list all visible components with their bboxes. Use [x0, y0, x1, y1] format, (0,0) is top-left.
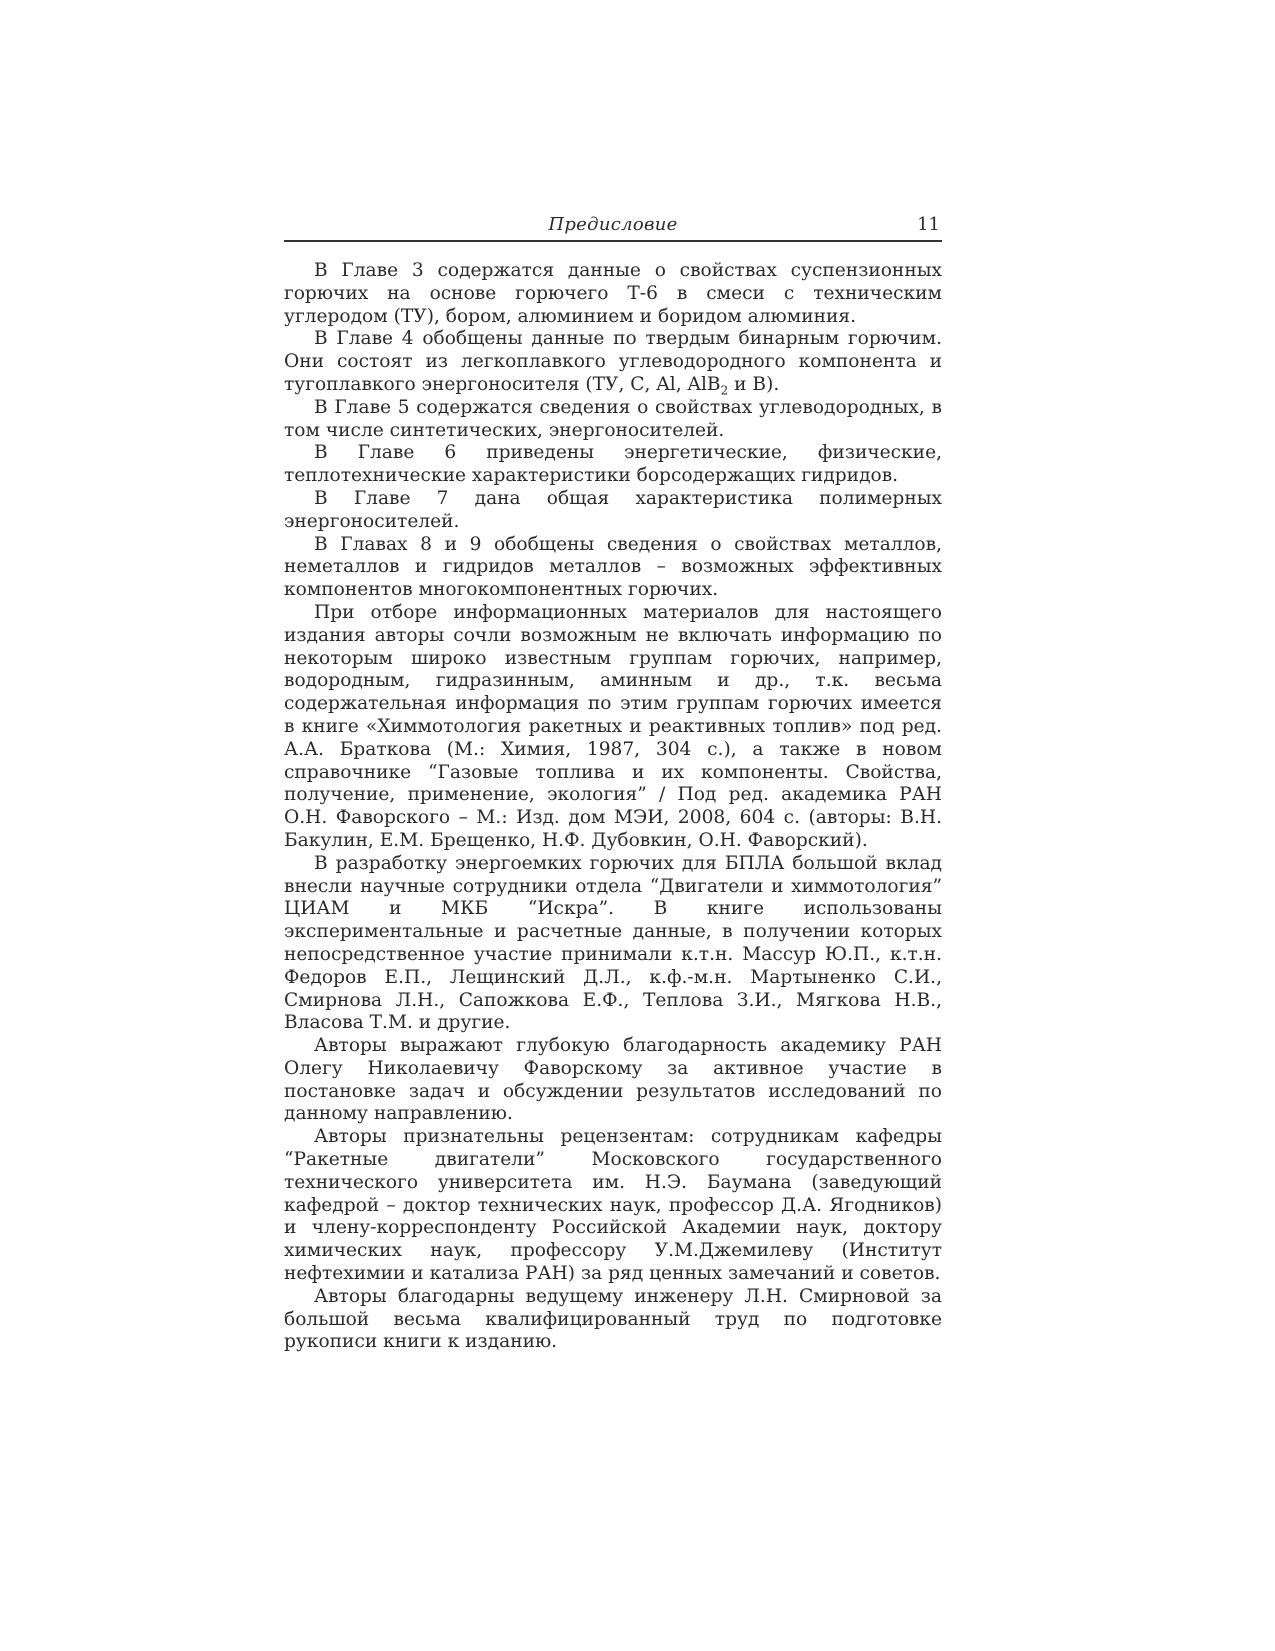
paragraph-material-selection: При отборе информационных материалов для настоящего издания авторы сочли возможным не включать информацию по некоторым широко известным группам горючих, например, водородным, гидразинным, аминным и др., т.к. весьма содержательная информация по этим группам горючих имеется в книге «Химмотология ракетных и реактивных топлив» под ред. А.А. Браткова (М.: Химия, 1987, 304 с.), а также в новом справочнике “Газовые топлива и их компоненты. Свойства, получение, применение, экология” / Под ред. академика РАН О.Н. Фаворского – М.: Изд. дом МЭИ, 2008, 604 с. (авторы: В.Н. Бакулин, Е.М. Брещенко, Н.Ф. Дубовкин, О.Н. Фаворский).	[284, 601, 942, 851]
paragraph-chapter-4-end: и В).	[728, 373, 780, 395]
paragraph-reviewers: Авторы признательны рецензентам: сотрудникам кафедры “Ракетные двигатели” Московского государственного технического университета им. Н.Э. Баумана (заведующий кафедрой – доктор технических наук, профессор Д.А. Ягодников) и члену-корреспонденту Российской Академии наук, доктору химических наук, профессору У.М.Джемилеву (Институт нефтехимии и катализа РАН) за ряд ценных замечаний и советов.	[284, 1126, 942, 1285]
paragraph-contributors: В разработку энергоемких горючих для БПЛА большой вклад внесли научные сотрудники отдела “Двигатели и химмотология” ЦИАМ и МКБ “Искра”. В книге использованы экспериментальные и расчетные данные, в получении которых непосредственное участие принимали к.т.н. Массур Ю.П., к.т.н. Федоров Е.П., Лещинский Д.Л., к.ф.-м.н. Мартыненко С.И., Смирнова Л.Н., Сапожкова Е.Ф., Теплова З.И., Мягкова Н.В., Власова Т.М. и другие.	[284, 852, 942, 1034]
paragraph-gratitude-academician: Авторы выражают глубокую благодарность академику РАН Олегу Николаевичу Фаворскому за активное участие в постановке задач и обсуждении результатов исследований по данному направлению.	[284, 1035, 942, 1125]
paragraph-chapters-8-9: В Главах 8 и 9 обобщены сведения о свойствах металлов, неметаллов и гидридов металлов – возможных эффективных компонентов многокомпонентных горючих.	[284, 533, 942, 601]
page-number: 11	[917, 214, 940, 235]
paragraph-chapter-7: В Главе 7 дана общая характеристика полимерных энергоносителей.	[284, 487, 942, 532]
page-header	[284, 212, 942, 242]
paragraph-chapter-4	[284, 328, 942, 396]
paragraph-chapter-3: В Главе 3 содержатся данные о свойствах суспензионных горючих на основе горючего Т-6 в смеси с техническим углеродом (ТУ), бором, алюминием и боридом алюминия.	[284, 260, 942, 327]
paragraph-chapter-5: В Главе 5 содержатся сведения о свойствах углеводородных, в том числе синтетических, энергоносителей.	[284, 396, 942, 441]
subscript-2: 2	[720, 383, 729, 398]
paragraph-chapter-4-text: В Главе 4 обобщены данные по твердым бинарным горючим. Они состоят из легкоплавкого углеводородного компонента и тугоплавкого энергоносителя (ТУ, С, Al, AlB	[284, 328, 942, 395]
body-text	[284, 260, 942, 1354]
running-title: Предисловие	[548, 214, 678, 235]
paragraph-gratitude-engineer: Авторы благодарны ведущему инженеру Л.Н. Смирновой за большой весьма квалифицированный труд по подготовке рукописи книги к изданию.	[284, 1285, 942, 1353]
paragraph-chapter-6: В Главе 6 приведены энергетические, физические, теплотехнические характеристики борсодержащих гидридов.	[284, 442, 942, 487]
